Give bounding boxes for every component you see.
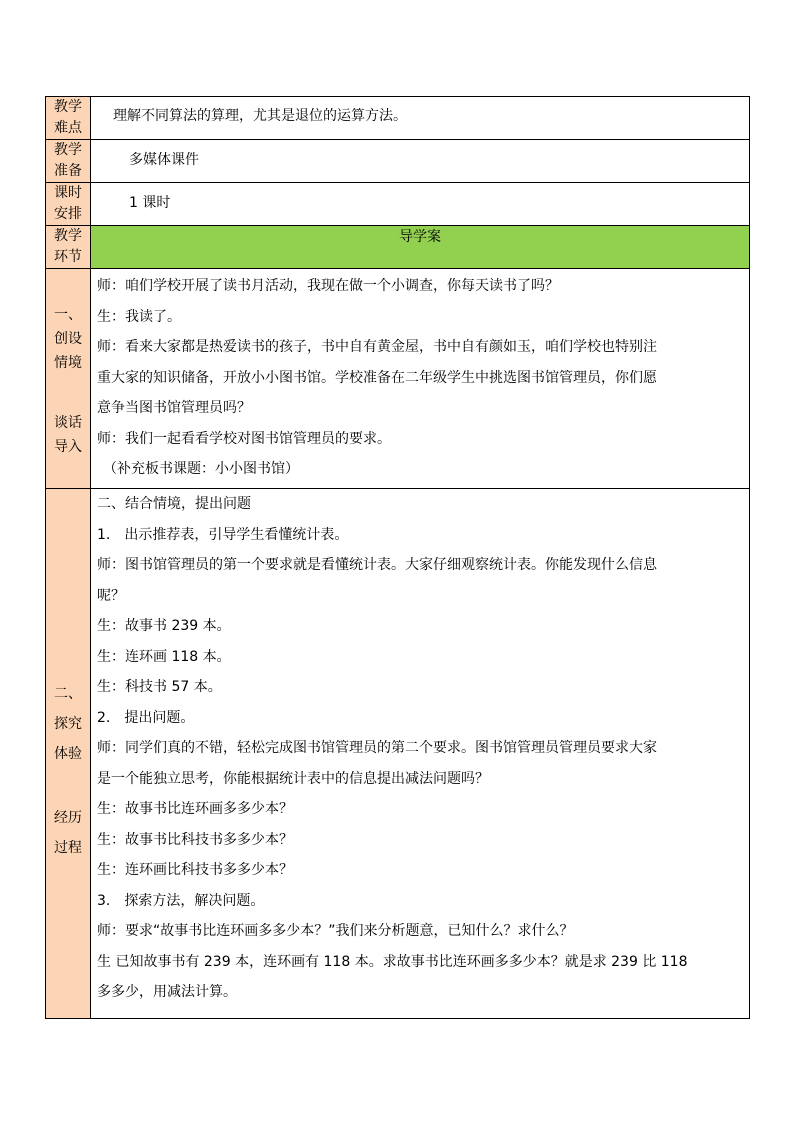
section2-line: 呢？ [97, 587, 125, 604]
section2-label [46, 489, 91, 1019]
preparation-label [46, 140, 91, 183]
difficulty-value-cell [91, 97, 750, 140]
preparation-value-cell [91, 140, 750, 183]
section2-line: 师：图书馆管理员的第一个要求就是看懂统计表。大家仔细观察统计表。你能发现什么信息 [97, 557, 657, 573]
stage-label [46, 226, 91, 269]
section1-label-line: 导入 [54, 439, 82, 455]
section1-line: 生：我读了。 [97, 308, 181, 325]
section2-line: 二、结合情境，提出问题 [97, 496, 251, 512]
section2-line: 生：科技书 57 本。 [97, 679, 222, 695]
section2-line: 1. 出示推荐表，引导学生看懂统计表。 [97, 526, 349, 543]
section1-label-line: 创设 [54, 331, 82, 347]
section2-line: 多多少，用减法计算。 [97, 984, 237, 1000]
label-line: 教学 [54, 228, 82, 244]
schedule-value: 1 课时 [129, 195, 171, 211]
section2-label-line: 过程 [54, 840, 82, 856]
section1-content [91, 269, 750, 489]
section1-label-line: 一、 [54, 307, 82, 323]
stage-header: 导学案 [91, 226, 750, 269]
section2-label-line: 二、 [54, 686, 82, 702]
section2-line: 师：要求“故事书比连环画多多少本？”我们来分析题意，已知什么？求什么？ [97, 923, 574, 939]
preparation-value: 多媒体课件 [129, 152, 199, 168]
section2-content [91, 489, 750, 1019]
section2-label-line: 经历 [54, 810, 82, 826]
section2-line: 是一个能独立思考，你能根据统计表中的信息提出减法问题吗？ [97, 770, 489, 787]
section2-line: 生：连环画 118 本。 [97, 648, 231, 665]
difficulty-label [46, 97, 91, 140]
section2-line: 生：连环画比科技书多多少本？ [97, 862, 293, 878]
label-line: 课时 [54, 185, 82, 201]
section1-line: 师：我们一起看看学校对图书馆管理员的要求。 [97, 430, 391, 447]
section2-line: 生 已知故事书有 239 本，连环画有 118 本。求故事书比连环画多多少本？就是求 239 比 118 [97, 953, 688, 970]
label-line: 难点 [54, 120, 82, 136]
section1-label-line: 谈话 [54, 415, 82, 431]
section2-label-line: 探究 [54, 716, 82, 732]
label-line: 安排 [54, 206, 82, 222]
section1-line: 意争当图书馆管理员吗？ [97, 400, 251, 416]
section1-line: 重大家的知识储备，开放小小图书馆。学校准备在二年级学生中挑选图书馆管理员，你们愿 [97, 369, 657, 386]
difficulty-value: 理解不同算法的算理，尤其是退位的运算方法。 [113, 108, 407, 124]
section2-line: 生：故事书 239 本。 [97, 618, 231, 634]
section1-line: 师：咱们学校开展了读书月活动，我现在做一个小调查，你每天读书了吗？ [97, 278, 559, 294]
section1-label [46, 269, 91, 489]
section2-label-line: 体验 [54, 746, 82, 762]
schedule-value-cell [91, 183, 750, 226]
label-line: 教学 [54, 99, 82, 115]
lesson-plan-table [45, 96, 750, 1019]
section2-line: 生：故事书比连环画多多少本？ [97, 801, 293, 817]
label-line: 环节 [54, 249, 82, 265]
section1-line: 师：看来大家都是热爱读书的孩子，书中自有黄金屋，书中自有颜如玉，咱们学校也特别注 [97, 339, 657, 355]
label-line: 教学 [54, 142, 82, 158]
label-line: 准备 [54, 163, 82, 179]
schedule-label [46, 183, 91, 226]
section2-line: 师：同学们真的不错，轻松完成图书馆管理员的第二个要求。图书馆管理员管理员要求大家 [97, 740, 657, 756]
section2-line: 2. 提出问题。 [97, 709, 195, 726]
section2-line: 生：故事书比科技书多多少本？ [97, 831, 293, 848]
section2-line: 3. 探索方法，解决问题。 [97, 892, 265, 909]
section1-label-line: 情境 [54, 355, 82, 371]
section1-line: （补充板书课题：小小图书馆） [103, 461, 299, 477]
